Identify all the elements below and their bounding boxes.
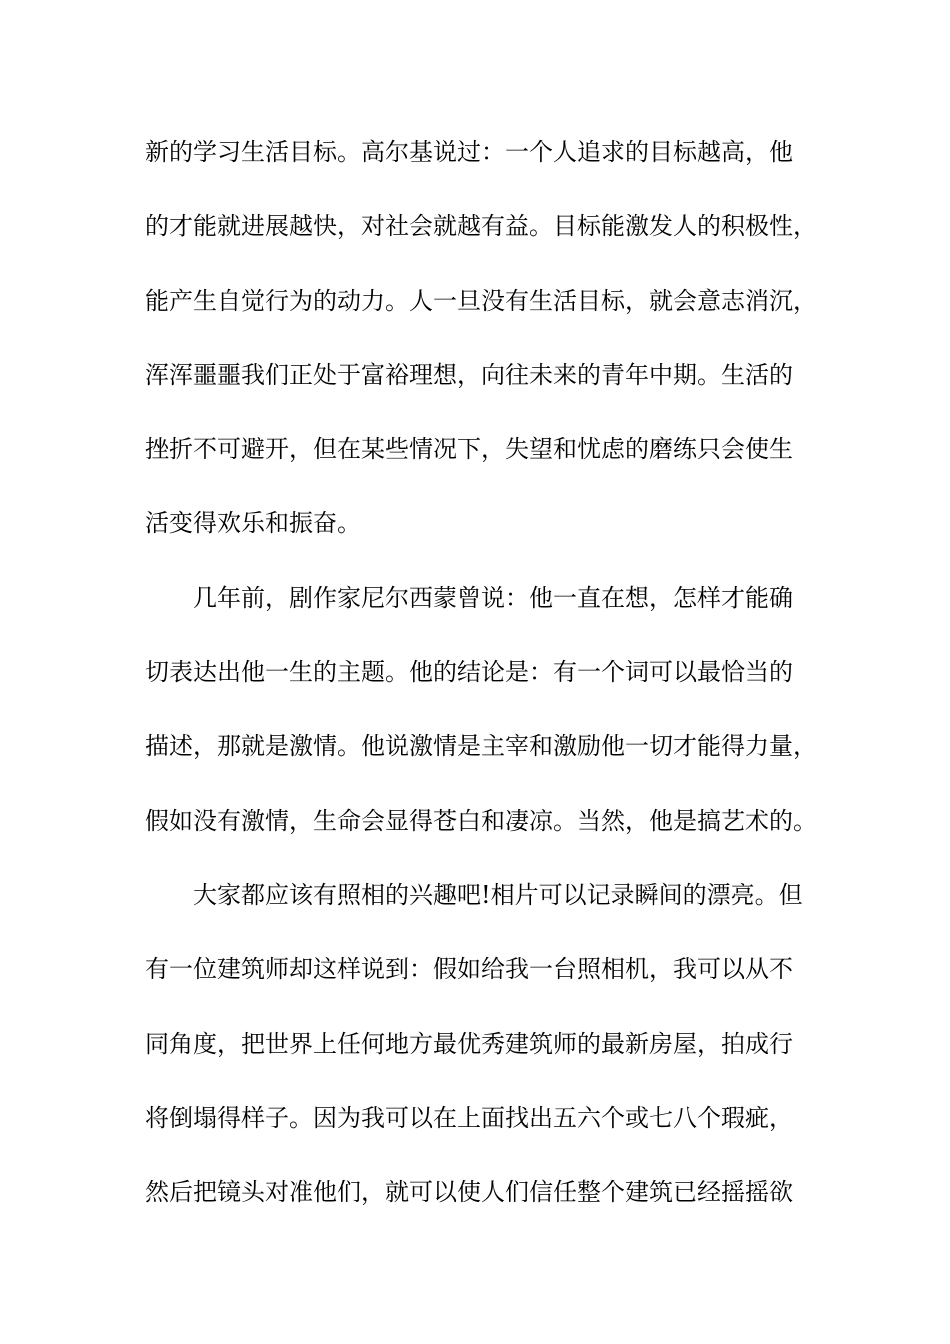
text-line: 描述，那就是激情。他说激情是主宰和激励他一切才能得力量， <box>145 732 817 761</box>
text-line: 假如没有激情，生命会显得苍白和凄凉。当然，他是搞艺术的。 <box>145 806 817 835</box>
text-line: 几年前，剧作家尼尔西蒙曾说：他一直在想，怎样才能确 <box>193 583 793 612</box>
text-line: 能产生自觉行为的动力。人一旦没有生活目标，就会意志消沉， <box>145 286 817 315</box>
text-line: 新的学习生活目标。高尔基说过：一个人追求的目标越高，他 <box>145 138 793 166</box>
text-line: 大家都应该有照相的兴趣吧!相片可以记录瞬间的漂亮。但 <box>193 880 803 909</box>
text-line: 有一位建筑师却这样说到：假如给我一台照相机，我可以从不 <box>145 955 793 984</box>
text-line: 将倒塌得样子。因为我可以在上面找出五六个或七八个瑕疵， <box>145 1103 793 1132</box>
text-line: 同角度，把世界上任何地方最优秀建筑师的最新房屋，拍成行 <box>145 1029 793 1058</box>
text-line: 浑浑噩噩我们正处于富裕理想，向往未来的青年中期。生活的 <box>145 360 793 389</box>
body-text <box>145 128 825 1242</box>
text-line: 的才能就进展越快，对社会就越有益。目标能激发人的积极性， <box>145 212 817 241</box>
text-line: 活变得欢乐和振奋。 <box>145 509 361 538</box>
text-line: 然后把镜头对准他们，就可以使人们信任整个建筑已经摇摇欲 <box>145 1178 793 1207</box>
text-line: 挫折不可避开，但在某些情况下，失望和忧虑的磨练只会使生 <box>145 435 793 464</box>
text-line: 切表达出他一生的主题。他的结论是：有一个词可以最恰当的 <box>145 658 793 687</box>
